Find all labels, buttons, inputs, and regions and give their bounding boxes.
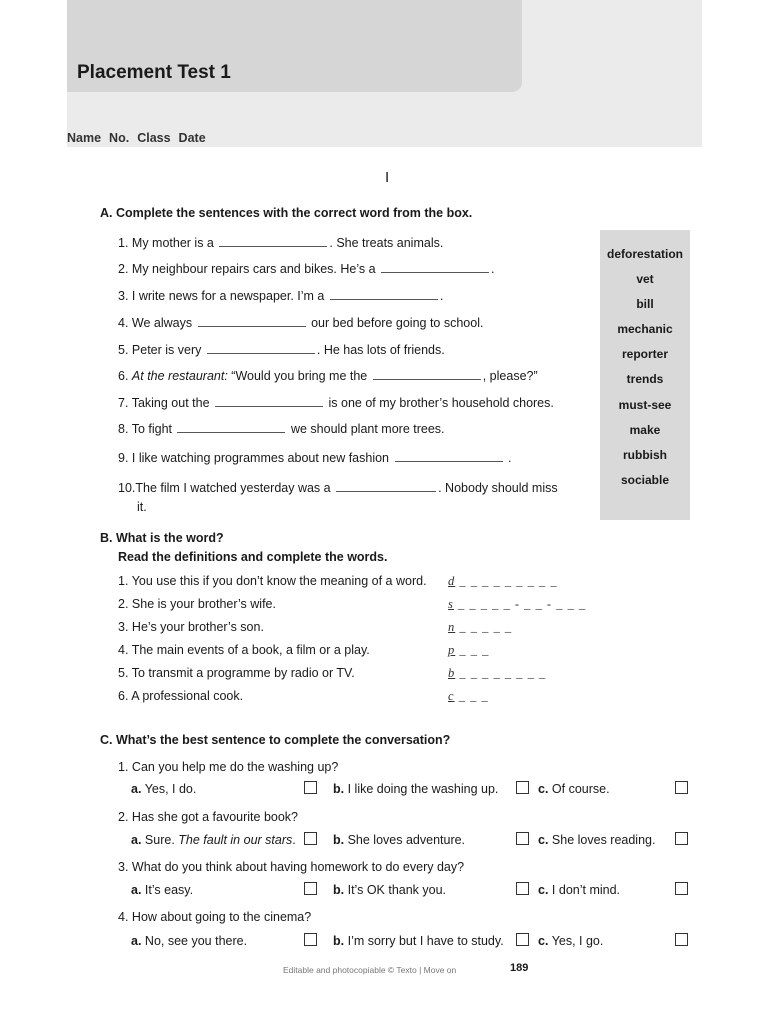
checkbox[interactable] [516, 933, 529, 946]
option-a [131, 883, 193, 897]
section-marker: I [385, 169, 390, 186]
definition-item [118, 666, 355, 680]
option-letter: a. [131, 782, 142, 796]
question-prompt: Can you help me do the washing up? [131, 760, 339, 774]
item-text-italic: At the restaurant: [131, 369, 228, 383]
item-text-before: I write news for a newspaper. I’m a [131, 289, 325, 303]
word-box-item: deforestation [606, 247, 683, 261]
item-number: 5. [118, 666, 129, 680]
word-box-item: rubbish [623, 448, 667, 462]
word-box-item: trends [626, 372, 664, 386]
checkbox[interactable] [516, 882, 529, 895]
item-text-before: We always [131, 316, 193, 330]
item-number: 4. [118, 643, 129, 657]
option-tail: . [292, 833, 296, 847]
option-letter: c. [538, 782, 549, 796]
answer-blank[interactable] [219, 236, 327, 247]
section-b-title: B. What is the word? [100, 531, 224, 545]
item-text-continuation: it. [137, 500, 147, 514]
option-text: She loves reading. [551, 833, 656, 847]
letter-blanks: _ _ _ _ _ _ _ _ [455, 666, 547, 680]
item-number: 3. [118, 289, 129, 303]
section-a-item [118, 369, 538, 383]
checkbox[interactable] [304, 781, 317, 794]
word-box-item: sociable [620, 473, 670, 487]
item-number: 2. [118, 597, 129, 611]
section-a-item [118, 343, 445, 357]
option-text: Of course. [551, 782, 610, 796]
answer-blank[interactable] [198, 316, 306, 327]
option-text: Yes, I do. [144, 782, 197, 796]
item-number: 7. [118, 396, 129, 410]
section-a-item [118, 396, 554, 410]
answer-blank[interactable] [373, 369, 481, 380]
option-letter: a. [131, 934, 142, 948]
section-a-item [118, 289, 443, 303]
first-letter: n [448, 620, 456, 634]
checkbox[interactable] [516, 832, 529, 845]
option-text: It’s easy. [144, 883, 194, 897]
option-a [131, 934, 247, 948]
section-a-item [118, 481, 558, 495]
item-text-before: The film I watched yesterday was a [135, 481, 331, 495]
item-text-after: our bed before going to school. [311, 316, 484, 330]
item-text-before: My neighbour repairs cars and bikes. He’s a [131, 262, 376, 276]
word-box-item: must-see [618, 398, 672, 412]
option-letter: b. [333, 934, 345, 948]
item-text-before: “Would you bring me the [231, 369, 368, 383]
question-text [118, 860, 464, 874]
definition-text: She is your brother’s wife. [131, 597, 276, 611]
page-title: Placement Test 1 [77, 62, 231, 83]
option-text: It’s OK thank you. [347, 883, 447, 897]
option-letter: c. [538, 833, 549, 847]
item-text-before: To fight [131, 422, 172, 436]
date-field-label: Date [178, 131, 206, 145]
item-text-before: Taking out the [131, 396, 210, 410]
item-text-after: is one of my brother’s household chores. [328, 396, 554, 410]
first-letter: s [448, 597, 454, 611]
checkbox[interactable] [675, 832, 688, 845]
item-number: 1. [118, 574, 129, 588]
word-box-item: reporter [621, 347, 668, 361]
word-box-item: vet [636, 272, 654, 286]
definition-item [118, 597, 276, 611]
definition-item [118, 574, 427, 588]
checkbox[interactable] [304, 832, 317, 845]
option-c [538, 883, 620, 897]
item-number: 4. [118, 316, 129, 330]
item-text-before: Peter is very [131, 343, 202, 357]
option-b [333, 883, 446, 897]
option-letter: a. [131, 883, 142, 897]
page-number: 189 [510, 962, 529, 974]
option-text: No, see you there. [144, 934, 248, 948]
item-text-after: , please?” [482, 369, 538, 383]
section-a-item [118, 262, 495, 276]
option-letter: c. [538, 883, 549, 897]
checkbox[interactable] [516, 781, 529, 794]
definition-text: To transmit a programme by radio or TV. [131, 666, 355, 680]
section-a-item [118, 316, 483, 330]
name-field-label: Name [67, 131, 102, 145]
option-text: Sure. [144, 833, 175, 847]
answer-blank[interactable] [330, 289, 438, 300]
item-text-after: . [507, 451, 512, 465]
letter-blanks: _ _ _ _ _ [455, 620, 513, 634]
footer-credit: Editable and photocopiable © Texto | Move on [283, 965, 457, 975]
first-letter: b [448, 666, 456, 680]
letter-blanks: _ _ _ _ _ - _ _ - _ _ _ [453, 597, 587, 611]
question-prompt: What do you think about having homework to do every day? [131, 860, 465, 874]
option-text: Yes, I go. [551, 934, 604, 948]
option-letter: a. [131, 833, 142, 847]
option-b [333, 934, 504, 948]
item-text-after: . Nobody should miss [438, 481, 558, 495]
item-number: 2. [118, 262, 129, 276]
first-letter: c [448, 689, 455, 703]
question-text [118, 760, 338, 774]
item-text-before: I like watching programmes about new fashion [131, 451, 390, 465]
first-letter: d [448, 574, 456, 588]
definition-item [118, 689, 243, 703]
first-letter: p [448, 643, 456, 657]
option-b [333, 782, 498, 796]
question-text [118, 810, 298, 824]
option-text: She loves adventure. [347, 833, 466, 847]
option-text: I don’t mind. [551, 883, 621, 897]
item-number: 6. [118, 689, 129, 703]
word-answer[interactable] [448, 643, 489, 658]
option-text: I like doing the washing up. [347, 782, 499, 796]
section-a-item [118, 236, 443, 250]
word-answer[interactable] [448, 689, 489, 704]
item-text-after: . He has lots of friends. [316, 343, 445, 357]
option-b [333, 833, 465, 847]
item-number: 5. [118, 343, 129, 357]
option-c [538, 934, 603, 948]
question-number: 4. [118, 910, 129, 924]
option-letter: b. [333, 782, 345, 796]
checkbox[interactable] [675, 882, 688, 895]
question-number: 2. [118, 810, 129, 824]
checkbox[interactable] [675, 781, 688, 794]
item-number: 6. [118, 369, 129, 383]
number-field-label: No. [109, 131, 130, 145]
definition-item [118, 643, 370, 657]
word-box [600, 230, 690, 520]
question-prompt: Has she got a favourite book? [131, 810, 298, 824]
answer-blank[interactable] [395, 451, 503, 462]
checkbox[interactable] [675, 933, 688, 946]
definition-text: A professional cook. [131, 689, 244, 703]
answer-blank[interactable] [336, 481, 436, 492]
answer-blank[interactable] [381, 262, 489, 273]
item-text-before: My mother is a [131, 236, 214, 250]
checkbox[interactable] [304, 933, 317, 946]
question-number: 3. [118, 860, 129, 874]
item-text-after: . She treats animals. [329, 236, 444, 250]
item-text-after: . [439, 289, 444, 303]
word-answer[interactable] [448, 597, 586, 612]
option-c [538, 782, 610, 796]
word-box-item: bill [636, 297, 654, 311]
letter-blanks: _ _ _ [455, 643, 490, 657]
definition-item [118, 620, 264, 634]
definition-text: The main events of a book, a film or a play. [131, 643, 370, 657]
item-number: 3. [118, 620, 129, 634]
answer-blank[interactable] [177, 422, 285, 433]
letter-blanks: _ _ _ [454, 689, 489, 703]
answer-blank[interactable] [207, 343, 315, 354]
answer-blank[interactable] [215, 396, 323, 407]
option-a [131, 782, 196, 796]
section-a-title: A. Complete the sentences with the correct word from the box. [100, 206, 473, 220]
option-letter: b. [333, 883, 345, 897]
name-row [67, 131, 214, 145]
option-italic: The fault in our stars [178, 833, 293, 847]
section-a-item [118, 451, 511, 465]
question-prompt: How about going to the cinema? [131, 910, 312, 924]
item-number: 8. [118, 422, 129, 436]
letter-blanks: _ _ _ _ _ _ _ _ _ [455, 574, 558, 588]
item-number: 9. [118, 451, 129, 465]
word-box-item: mechanic [617, 322, 673, 336]
word-box-item: make [629, 423, 661, 437]
section-c-title: C. What’s the best sentence to complete the conversation? [100, 733, 451, 747]
definition-text: You use this if you don’t know the meaning of a word. [131, 574, 427, 588]
item-number: 10. [118, 481, 136, 495]
option-letter: c. [538, 934, 549, 948]
option-letter: b. [333, 833, 345, 847]
question-number: 1. [118, 760, 129, 774]
section-a-item [118, 422, 445, 436]
item-text-after: we should plant more trees. [290, 422, 445, 436]
option-text: I’m sorry but I have to study. [347, 934, 504, 948]
definition-text: He’s your brother’s son. [131, 620, 264, 634]
class-field-label: Class [137, 131, 171, 145]
item-text-after: . [491, 262, 495, 276]
question-text [118, 910, 311, 924]
checkbox[interactable] [304, 882, 317, 895]
option-c [538, 833, 655, 847]
word-answer[interactable] [448, 574, 558, 589]
item-number: 1. [118, 236, 129, 250]
section-b-subtitle: Read the definitions and complete the words. [118, 550, 388, 564]
option-a [131, 833, 296, 847]
word-answer[interactable] [448, 620, 512, 635]
word-answer[interactable] [448, 666, 546, 681]
